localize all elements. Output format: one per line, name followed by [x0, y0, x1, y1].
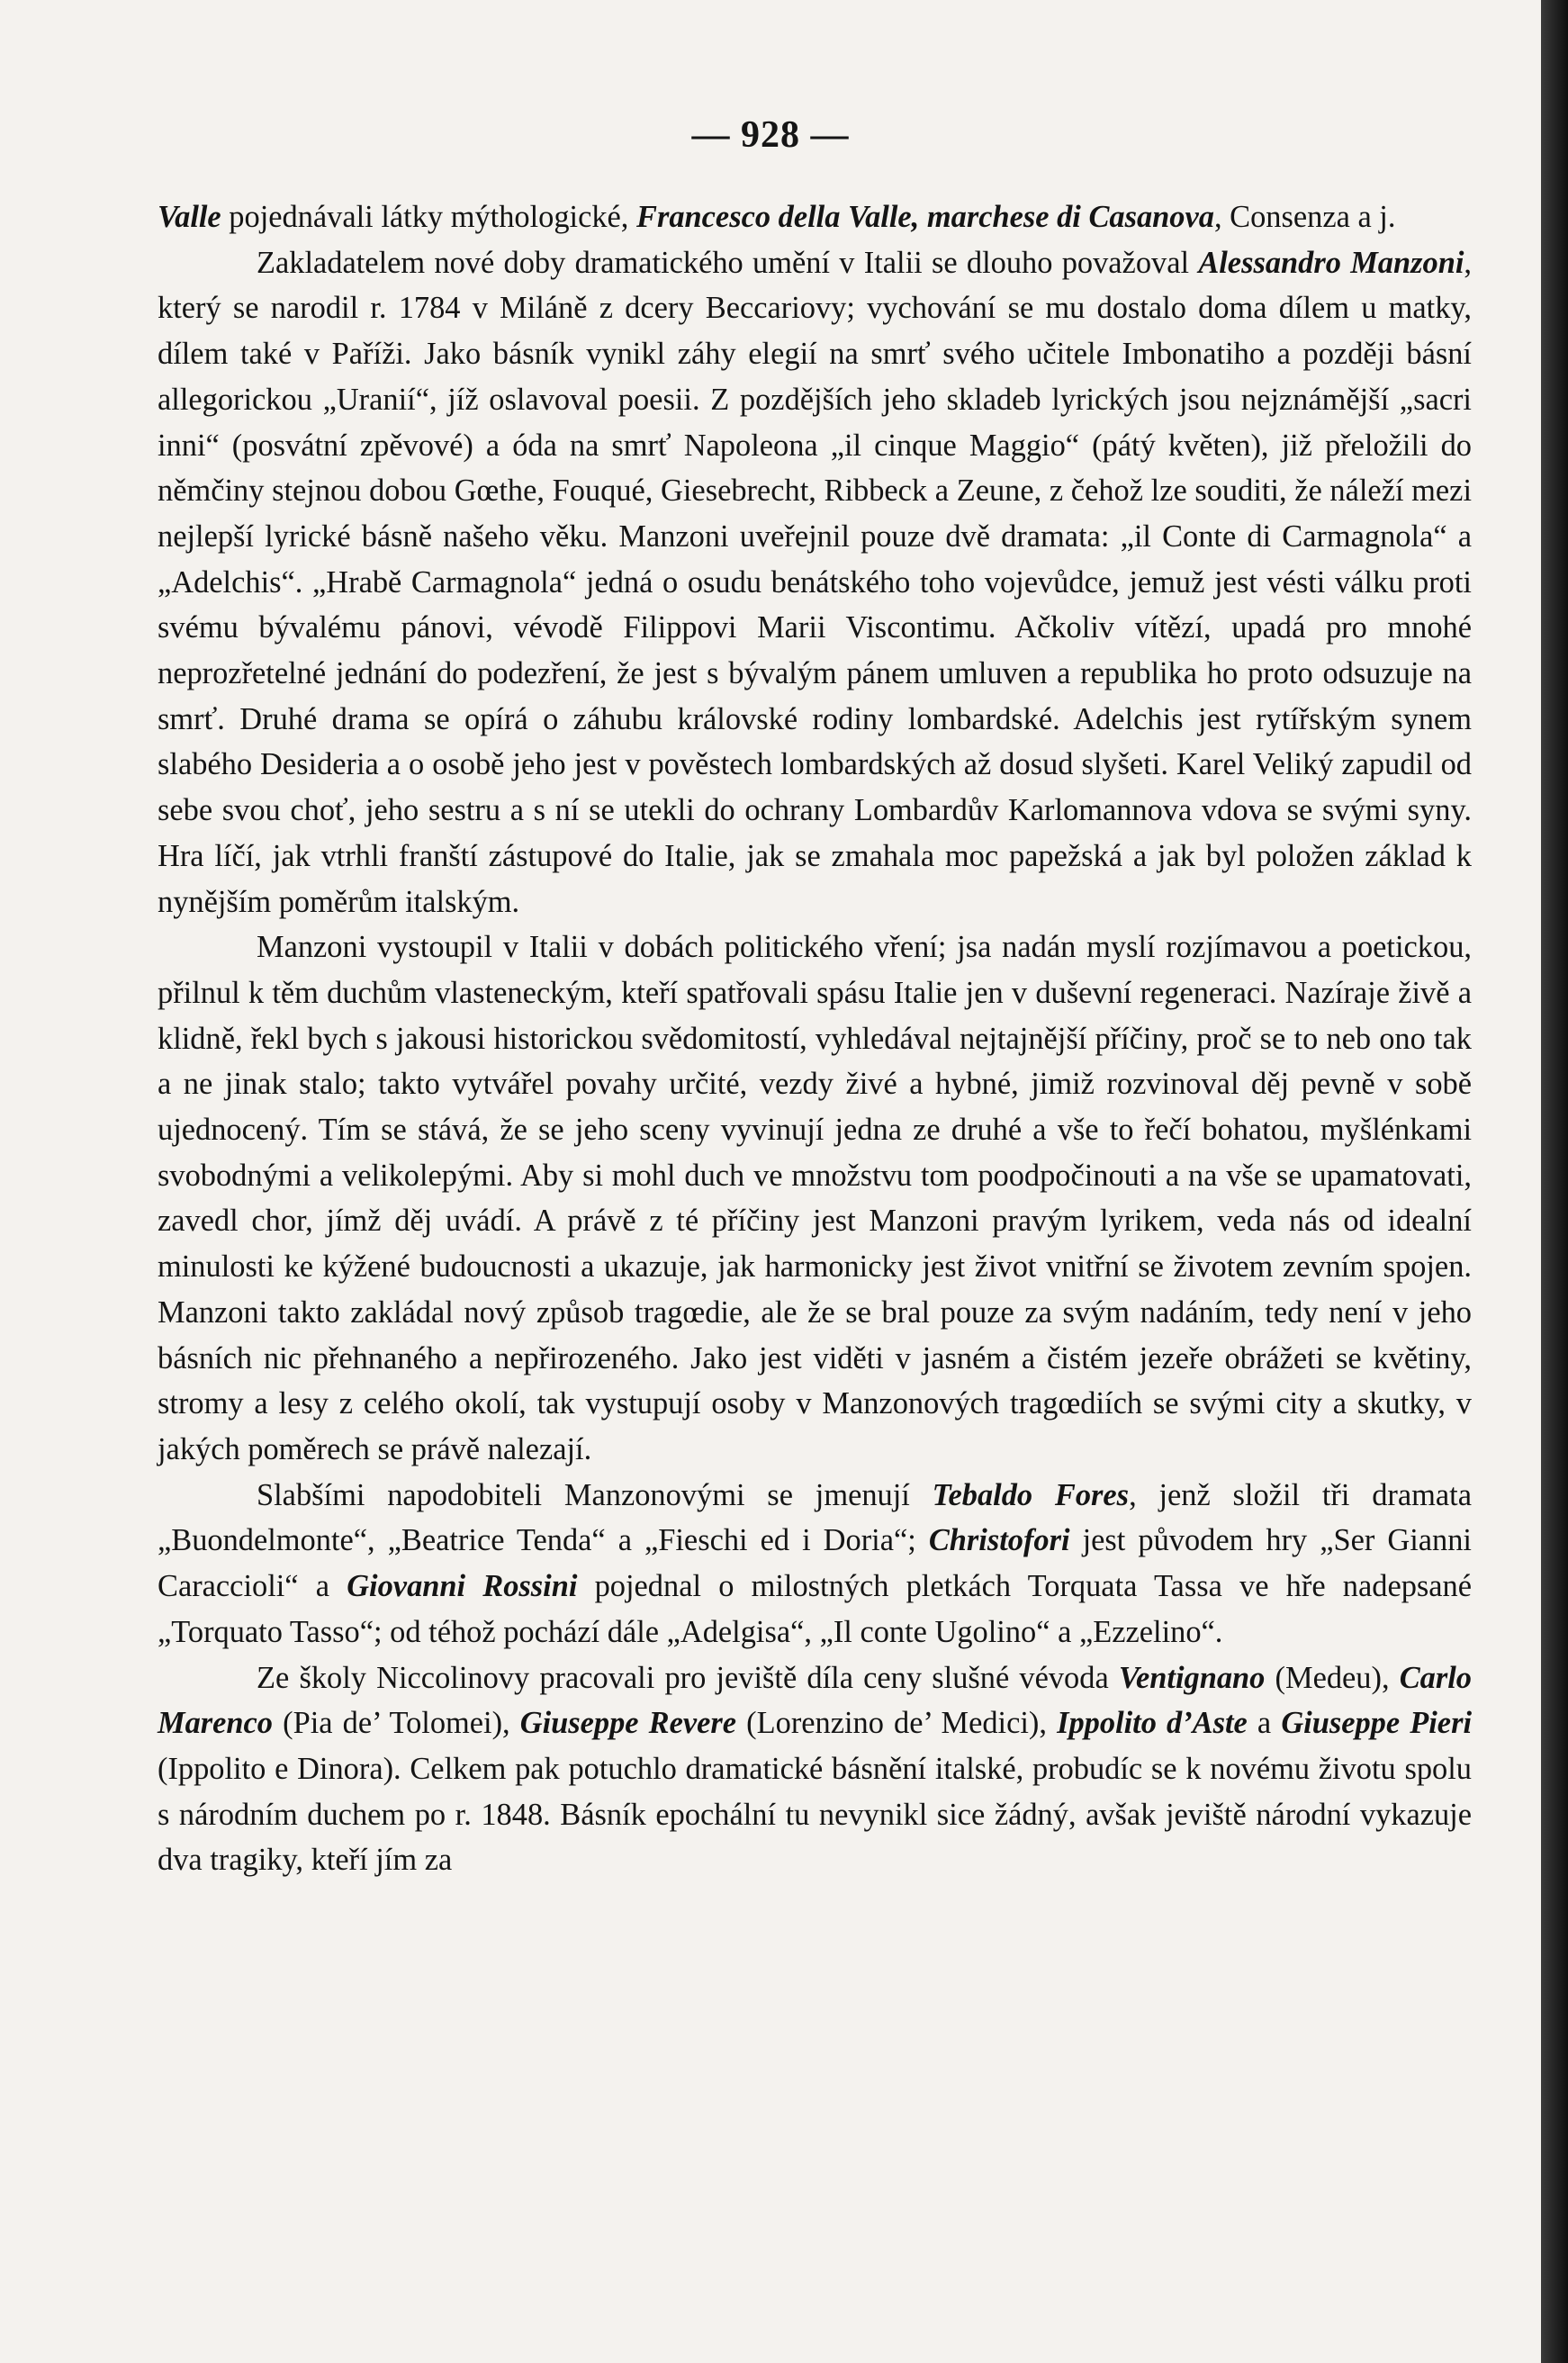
text-run: pojednávali látky mýthologické,	[221, 200, 637, 234]
text-run: (Medeu),	[1265, 1660, 1400, 1695]
italic-name: Ventignano	[1118, 1660, 1266, 1695]
italic-name: Christofori	[928, 1523, 1070, 1558]
scan-edge	[1541, 0, 1568, 2363]
italic-name: Giuseppe Revere	[519, 1706, 737, 1741]
italic-name: Francesco della Valle, marchese di Casanova	[636, 200, 1214, 234]
paragraph	[158, 1473, 1472, 1655]
paragraph	[158, 924, 1472, 1472]
text-run: (Pia de’ Tolomei),	[273, 1706, 520, 1741]
italic-name: Alessandro Manzoni	[1198, 245, 1464, 280]
body-text	[158, 194, 1472, 1883]
text-run: , Consenza a j.	[1213, 200, 1396, 234]
text-run: (Lorenzino de’ Medici),	[736, 1706, 1058, 1741]
italic-name: Carlo Marenco	[158, 1660, 1472, 1741]
text-run: Zakladatelem nové doby dramatického umění v Italii se dlouho považoval	[257, 245, 1199, 280]
text-run: , jenž složil tři dramata „Buondelmonte“, „Beatrice Tenda“ a „Fieschi ed i Doria“;	[158, 1477, 1472, 1558]
paragraph	[158, 240, 1472, 925]
text-run: , který se narodil r. 1784 v Miláně z dcery Beccariovy; vychování se mu dostalo doma dílem u matky, dílem také v Paříži. Jako básník vynikl záhy elegií na smrť svého učitele Imbonatiho a později básní allegorickou „Uranií“, jíž oslavoval poesii. Z pozdějších jeho skladeb lyrických jsou nejznámější „sacri inni“ (posvátní zpěvové) a óda na smrť Napoleona „il cinque Maggio“ (pátý květen), již přeložili do němčiny stejnou dobou Gœthe, Fouqué, Giesebrecht, Ribbeck a Zeune, z čehož lze souditi, že náleží mezi nejlepší lyrické básně našeho věku. Manzoni uveřejnil pouze dvě dramata: „il Conte di Carmagnola“ a „Adelchis“. „Hrabě Carmagnola“ jedná o osudu benátského toho vojevůdce, jemuž jest vésti válku proti svému bývalému pánovi, vévodě Filippovi Marii Viscontimu. Ačkoliv vítězí, upadá pro mnohé neprozřetelné jednání do podezření, že jest s bývalým pánem umluven a republika ho proto odsuzuje na smrť. Druhé drama se opírá o záhubu královské rodiny lombardské. Adelchis jest rytířským synem slabého Desideria a o osobě jeho jest v pověstech lombardských až dosud slyšeti. Karel Veliký zapudil od sebe svou choť, jeho sestru a s ní se utekli do ochrany Lombardův Karlomannova vdova se svými syny. Hra líčí, jak vtrhli franští zástupové do Italie, jak se zmahala moc papežská a jak byl položen základ k nynějším poměrům italským.	[158, 245, 1472, 919]
text-run: jest původem hry „Ser Gianni Caraccioli“ a	[158, 1523, 1472, 1604]
italic-name: Ippolito d’Aste	[1057, 1706, 1248, 1741]
paragraph	[158, 194, 1472, 240]
italic-name: Giuseppe Pieri	[1281, 1706, 1473, 1741]
text-run: (Ippolito e Dinora). Celkem pak potuchlo dramatické básnění italské, probudíc se k novému životu spolu s národním duchem po r. 1848. Básník epochální tu nevynikl sice žádný, avšak jeviště národní vykazuje dva tragiky, kteří jím za	[158, 1751, 1472, 1878]
italic-name: Giovanni Rossini	[347, 1569, 578, 1604]
paragraph	[158, 1655, 1472, 1884]
italic-name: Valle	[158, 200, 221, 234]
italic-name: Tebaldo Fores	[932, 1477, 1130, 1512]
text-run: a	[1247, 1706, 1282, 1741]
text-run: Slabšími napodobiteli Manzonovými se jmenují	[257, 1477, 933, 1512]
text-run: Manzoni vystoupil v Italii v dobách politického vření; jsa nadán myslí rozjímavou a poetickou, přilnul k těm duchům vlasteneckým, kteří spatřovali spásu Italie jen v duševní regeneraci. Nazíraje živě a klidně, řekl bych s jakousi historickou svědomitostí, vyhledával nejtajnější příčiny, proč se to neb ono tak a ne jinak stalo; takto vytvářel povahy určité, vezdy živé a hybné, jimiž rozvinoval děj pevně v sobě ujednocený. Tím se stává, že se jeho sceny vyvinují jedna ze druhé a vše to řečí bohatou, myšlénkami svobodnými a velikolepými. Aby si mohl duch ve množstvu tom poodpočinouti a na vše se upamatovati, zavedl chor, jímž děj uvádí. A právě z té příčiny jest Manzoni pravým lyrikem, veda nás od idealní minulosti ke kýžené budoucnosti a ukazuje, jak harmonicky jest život vnitřní se životem zevním spojen. Manzoni takto zakládal nový způsob tragœdie, ale že se bral pouze za svým nadáním, tedy není v jeho básních nic přehnaného a nepřirozeného. Jako jest viděti v jasném a čistém jezeře obrážeti se květiny, stromy a lesy z celého okolí, tak vystupují osoby v Manzonových tragœdiích se svými city a skutky, v jakých poměrech se právě nalezají.	[158, 930, 1472, 1466]
text-run: Ze školy Niccolinovy pracovali pro jeviště díla ceny slušné vévoda	[257, 1660, 1119, 1695]
text-run: pojednal o milostných pletkách Torquata Tassa ve hře nadepsané „Torquato Tasso“; od téhož pochází dále „Adelgisa“, „Il conte Ugolino“ a „Ezzelino“.	[158, 1569, 1473, 1649]
page-number: — 928 —	[691, 114, 850, 156]
